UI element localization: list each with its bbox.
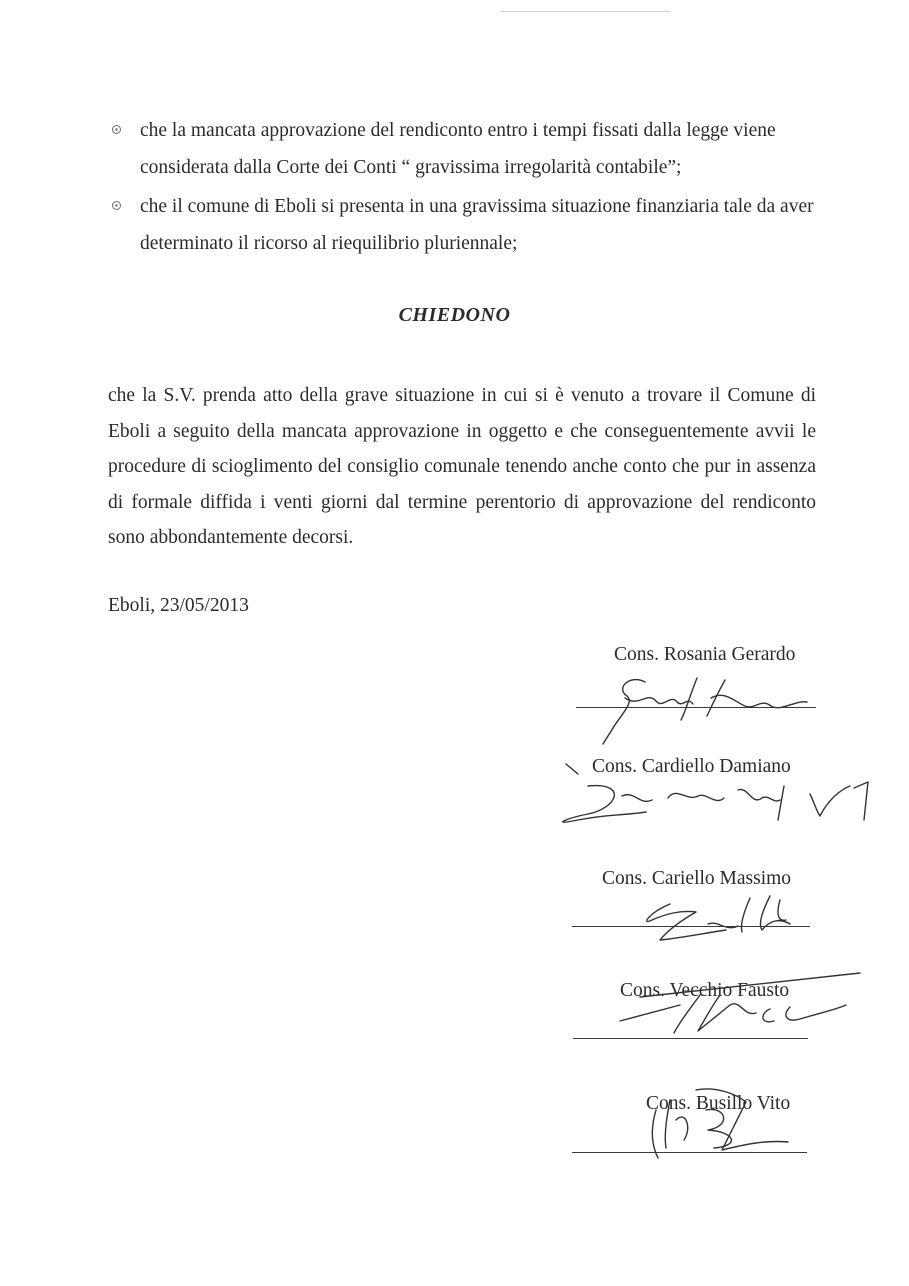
request-paragraph: che la S.V. prenda atto della grave situazione in cui si è venuto a trovare il Comune di Eboli a seguito della mancata approvazione in oggetto e che conseguentemente avvii le procedure di scioglimento del consiglio comunale tenendo anche conto che pur in assenza di formale diffida i venti giorni dal termine perentorio di approvazione del rendiconto sono abbondantemente decorsi. [108, 385, 816, 548]
bullet-text: che il comune di Eboli si presenta in una gravissima situazione finanziaria tale da aver determinato il ricorso al riequilibrio pluriennale; [140, 196, 814, 254]
bullet-item [108, 112, 828, 186]
signature-busillo [636, 1080, 806, 1160]
signer-name: Cons. Rosania Gerardo [614, 644, 796, 665]
bullet-text: che la mancata approvazione del rendiconto entro i tempi fissati dalla legge viene considerata dalla Corte dei Conti “ gravissima irregolarità contabile”; [140, 120, 776, 178]
signer-name: Cons. Cariello Massimo [602, 868, 792, 889]
signer-name: Cons. Vecchio Fausto [620, 980, 790, 1001]
signature-cariello [630, 890, 820, 950]
bullet-icon [112, 125, 121, 134]
signature-vecchio [610, 965, 860, 1040]
signer-name: Cons. Cardiello Damiano [592, 756, 791, 777]
bullet-icon [112, 201, 121, 210]
signer-name: Cons. Busillo Vito [646, 1093, 791, 1114]
scan-artifact-line [500, 11, 670, 12]
signature-rosania [585, 668, 820, 748]
bullet-item [108, 188, 828, 262]
place-date: Eboli, 23/05/2013 [108, 595, 249, 616]
bullet-list [108, 112, 828, 264]
section-heading: CHIEDONO [398, 304, 511, 326]
signature-cardiello [548, 760, 878, 835]
